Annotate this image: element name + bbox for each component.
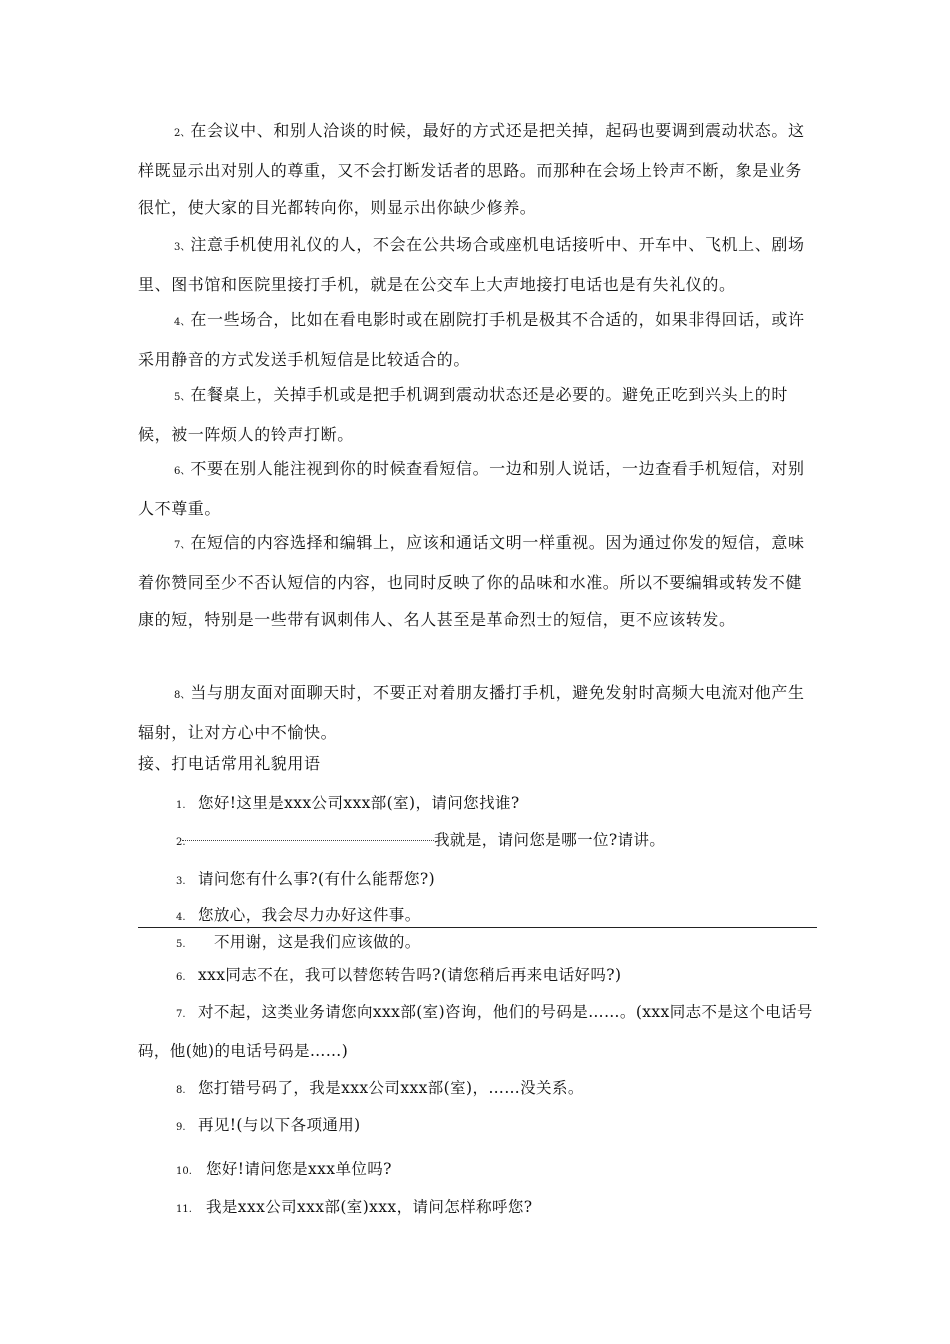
item-number: 2. [176, 837, 186, 848]
item-number: 7. [176, 1009, 186, 1020]
dotted-leader [182, 839, 434, 841]
paragraph-8 [138, 674, 818, 751]
item-number: 3. [176, 876, 186, 887]
item-text: xxx同志不在，我可以替您转告吗?(请您稍后再来电话好吗?) [198, 966, 622, 984]
item-number: 8. [176, 1085, 186, 1096]
item-text: 我是xxx公司xxx部(室)xxx，请问怎样称呼您? [206, 1198, 533, 1216]
phrase-item-11 [176, 1192, 826, 1225]
item-text: 不用谢，这是我们应该做的。 [214, 933, 421, 951]
paragraph-6 [138, 450, 818, 527]
item-number: 10. [176, 1166, 192, 1177]
paragraph-text: 注意手机使用礼仪的人，不会在公共场合或座机电话接听中、开车中、飞机上、剧场里、图书馆和医院里接打手机，就是在公交车上大声地接打电话也是有失礼仪的。 [138, 235, 805, 294]
item-number: 1. [176, 800, 186, 811]
item-text: 请问您有什么事?(有什么能帮您?) [198, 870, 436, 888]
phrase-item-8 [176, 1073, 826, 1106]
item-text: 我就是，请问您是哪一位?请讲。 [434, 831, 666, 849]
phrase-item-6 [176, 960, 826, 993]
phrase-item-10 [176, 1154, 826, 1187]
paragraph-number: 6、 [174, 466, 191, 477]
item-text: 您好!请问您是xxx单位吗? [206, 1160, 392, 1178]
item-number: 9. [176, 1122, 186, 1133]
phrase-item-5 [176, 927, 826, 960]
phrase-item-2 [176, 825, 826, 858]
phrase-item-9 [176, 1110, 826, 1143]
paragraph-number: 3、 [174, 242, 191, 253]
paragraph-number: 7、 [174, 540, 191, 551]
paragraph-number: 5、 [174, 392, 191, 403]
section-heading: 接、打电话常用礼貌用语 [138, 754, 321, 773]
paragraph-text: 在餐桌上，关掉手机或是把手机调到震动状态还是必要的。避免正吃到兴头上的时候，被一阵烦人的铃声打断。 [138, 385, 788, 444]
paragraph-text: 在短信的内容选择和编辑上，应该和通话文明一样重视。因为通过你发的短信，意味着你赞同至少不否认短信的内容，也同时反映了你的品味和水准。所以不要编辑或转发不健康的短，特别是一些带有讽刺伟人、名人甚至是革命烈士的短信，更不应该转发。 [138, 533, 805, 629]
paragraph-5 [138, 376, 818, 453]
phrase-item-3 [176, 864, 826, 897]
item-number: 4. [176, 912, 186, 923]
item-text: 您好!这里是xxx公司xxx部(室)，请问您找谁? [198, 794, 520, 812]
paragraph-text: 在会议中、和别人洽谈的时候，最好的方式还是把关掉，起码也要调到震动状态。这样既显示出对别人的尊重，又不会打断发话者的思路。而那种在会场上铃声不断，象是业务很忙，使大家的目光都转向你，则显示出你缺少修养。 [138, 121, 805, 217]
paragraph-3 [138, 226, 818, 303]
paragraph-7 [138, 524, 818, 638]
item-text: 您打错号码了，我是xxx公司xxx部(室)，……没关系。 [198, 1079, 584, 1097]
item-text: 再见!(与以下各项通用) [198, 1116, 361, 1134]
item-number: 6. [176, 972, 186, 983]
paragraph-2 [138, 112, 818, 226]
paragraph-number: 4、 [174, 317, 191, 328]
paragraph-number: 8、 [174, 690, 191, 701]
phrase-item-7 [138, 994, 818, 1070]
paragraph-text: 当与朋友面对面聊天时，不要正对着朋友播打手机，避免发射时高频大电流对他产生辐射，让对方心中不愉快。 [138, 683, 805, 742]
paragraph-text: 不要在别人能注视到你的时候查看短信。一边和别人说话，一边查看手机短信，对别人不尊重。 [138, 459, 805, 518]
paragraph-number: 2、 [174, 128, 191, 139]
item-number: 5. [176, 939, 186, 950]
item-text: 对不起，这类业务请您向xxx部(室)咨询，他们的号码是……。(xxx同志不是这个电话号码，他(她)的电话号码是……) [138, 1003, 813, 1060]
phrase-item-1 [176, 788, 826, 821]
paragraph-text: 在一些场合，比如在看电影时或在剧院打手机是极其不合适的，如果非得回话，或许采用静音的方式发送手机短信是比较适合的。 [138, 310, 805, 369]
item-text: 您放心，我会尽力办好这件事。 [198, 906, 421, 924]
paragraph-4 [138, 301, 818, 378]
item-number: 11. [176, 1204, 192, 1215]
